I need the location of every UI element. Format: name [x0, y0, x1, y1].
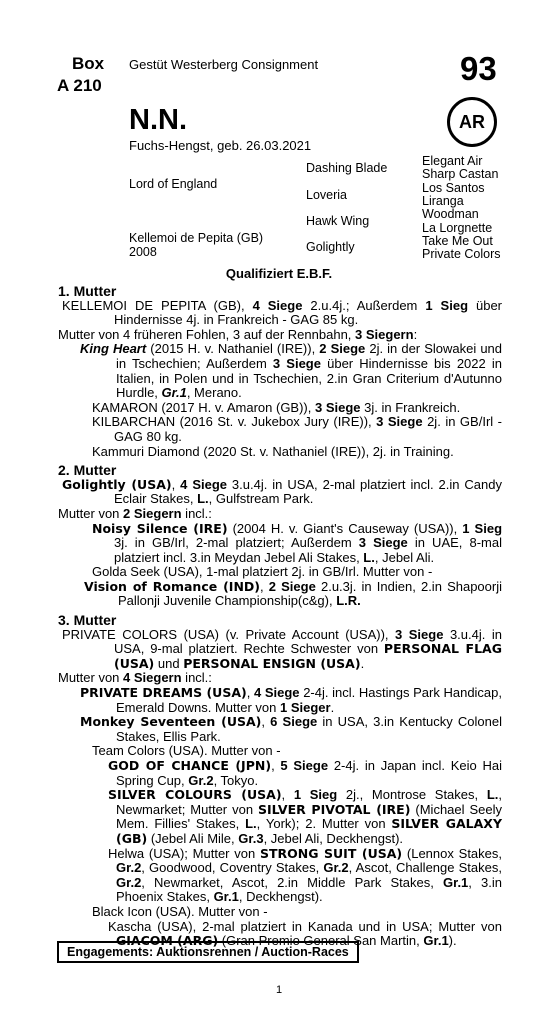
- second-dam-produce: Mutter von 2 Siegern incl.:: [58, 505, 212, 521]
- produce-golda-seek: Golda Seek (USA), 1-mal platziert 2j. in GB/Irl. Mutter von -: [92, 564, 433, 580]
- foal-kamaron: KAMARON (2017 H. v. Amaron (GB)), 3 Siege 3j. in Frankreich.: [92, 399, 461, 415]
- foal-kammuri-diamond: Kammuri Diamond (2020 St. v. Nathaniel (IRE)), 2j. in Training.: [92, 443, 454, 459]
- pedigree-dam-year: 2008: [129, 245, 157, 259]
- engagements-box: Engagements: Auktionsrennen / Auction-Races: [57, 941, 359, 963]
- qualification: Qualifiziert E.B.F.: [225, 266, 333, 281]
- first-dam-record: KELLEMOI DE PEPITA (GB), 4 Siege 2.u.4j.; Außerdem 1 Sieg über Hindernisse 4j. in Frankreich - GAG 85 kg.: [62, 297, 503, 328]
- pedigree-gen3-8: Private Colors: [422, 247, 501, 261]
- second-dam-record: Golightly (USA), 4 Siege 3.u.4j. in USA, 2-mal platziert incl. 2.in Candy Eclair Stakes, L., Gulfstream Park.: [62, 476, 502, 507]
- produce-kascha: Kascha (USA), 2-mal platziert in Kanada und in USA; Mutter von GIACOM (ARG) (Gran Premio General San Martin, Gr.1).: [108, 918, 502, 949]
- catalogue-body: [58, 284, 502, 949]
- pedigree-gen3-3: Los Santos: [422, 181, 485, 195]
- foal-king-heart: King Heart (2015 H. v. Nathaniel (IRE)), 2 Siege 2j. in der Slowakei und in Tschechien; Außerdem 3 Siege über Hindernisse bis 2022 in Italien, in Polen und in Tschechien, 2.in Gran Criterium d'Autunno Hurdle, Gr.1, Merano.: [80, 341, 503, 401]
- pedigree-gen3-2: Sharp Castan: [422, 167, 499, 181]
- lot-number: 93: [460, 50, 497, 87]
- pedigree-gen3-4: Liranga: [422, 194, 464, 208]
- box-label: Box: [72, 54, 105, 73]
- sex-birth: Fuchs-Hengst, geb. 26.03.2021: [129, 138, 312, 153]
- pedigree-gen2-4: Golightly: [306, 240, 355, 254]
- horse-name: N.N.: [129, 104, 187, 136]
- pedigree-gen3-7: Take Me Out: [422, 234, 493, 248]
- pedigree-sire: Lord of England: [129, 177, 218, 191]
- pedigree-gen3-1: Elegant Air: [422, 154, 483, 168]
- produce-noisy-silence: Noisy Silence (IRE) (2004 H. v. Giant's Causeway (USA)), 1 Sieg 3j. in GB/Irl, 2-mal platziert; Außerdem 3 Siege in UAE, 8-mal platziert incl. 3.in Meydan Jebel Ali Stakes, L., Jebel Ali.: [92, 520, 503, 565]
- produce-silver-colours: SILVER COLOURS (USA), 1 Sieg 2j., Montrose Stakes, L., Newmarket; Mutter von SILVER PIVOTAL (IRE) (Michael Seely Mem. Fillies' Stakes, L., York); 2. Mutter von SILVER GALAXY (GB) (Jebel Ali Mile, Gr.3, Jebel Ali, Deckhengst).: [108, 787, 502, 846]
- produce-private-dreams: PRIVATE DREAMS (USA), 4 Siege 2-4j. incl. Hastings Park Handicap, Emerald Downs. Mutter von 1 Sieger.: [80, 685, 503, 715]
- pedigree-gen3-6: La Lorgnette: [422, 221, 493, 235]
- third-dam-produce: Mutter von 4 Siegern incl.:: [58, 670, 212, 686]
- pedigree-gen2-3: Hawk Wing: [306, 214, 370, 228]
- produce-god-of-chance: GOD OF CHANCE (JPN), 5 Siege 2-4j. in Japan incl. Keio Hai Spring Cup, Gr.2, Tokyo.: [108, 758, 502, 788]
- pedigree-gen3-5: Woodman: [422, 207, 479, 221]
- second-dam-heading: 2. Mutter: [58, 462, 117, 479]
- ar-badge: AR: [447, 97, 497, 147]
- first-dam-produce: Mutter von 4 früheren Fohlen, 3 auf der Rennbahn, 3 Siegern:: [58, 326, 418, 342]
- box-number: A 210: [57, 76, 102, 95]
- consignor: Gestüt Westerberg Consignment: [129, 57, 319, 72]
- produce-monkey-seventeen: Monkey Seventeen (USA), 6 Siege in USA, 3.in Kentucky Colonel Stakes, Ellis Park.: [80, 714, 502, 744]
- pedigree-gen2-1: Dashing Blade: [306, 161, 388, 175]
- third-dam-record: PRIVATE COLORS (USA) (v. Private Account (USA)), 3 Siege 3.u.4j. in USA, 9-mal platziert. Rechte Schwester von PERSONAL FLAG (USA) und PERSONAL ENSIGN (USA).: [62, 626, 502, 671]
- foal-kilbarchan: KILBARCHAN (2016 St. v. Jukebox Jury (IRE)), 3 Siege 2j. in GB/Irl - GAG 80 kg.: [92, 414, 502, 444]
- produce-black-icon: Black Icon (USA). Mutter von -: [92, 903, 268, 919]
- produce-team-colors: Team Colors (USA). Mutter von -: [92, 743, 281, 759]
- page-number: 1: [275, 984, 283, 996]
- pedigree-dam: Kellemoi de Pepita (GB): [129, 231, 264, 245]
- produce-helwa: Helwa (USA); Mutter von STRONG SUIT (USA) (Lennox Stakes, Gr.2, Goodwood, Coventry Stakes, Gr.2, Ascot, Challenge Stakes, Gr.2, Newmarket, Ascot, 2.in Middle Park Stakes, Gr.1, 3.in Phoenix Stakes, Gr.1, Deckhengst).: [108, 845, 502, 905]
- first-dam-heading: 1. Mutter: [58, 283, 117, 299]
- third-dam-heading: 3. Mutter: [58, 612, 117, 629]
- pedigree-gen2-2: Loveria: [306, 188, 347, 202]
- produce-vision-of-romance: Vision of Romance (IND), 2 Siege 2.u.3j. in Indien, 2.in Shapoorji Pallonji Juvenile Championship(c&g), L.R.: [84, 578, 502, 609]
